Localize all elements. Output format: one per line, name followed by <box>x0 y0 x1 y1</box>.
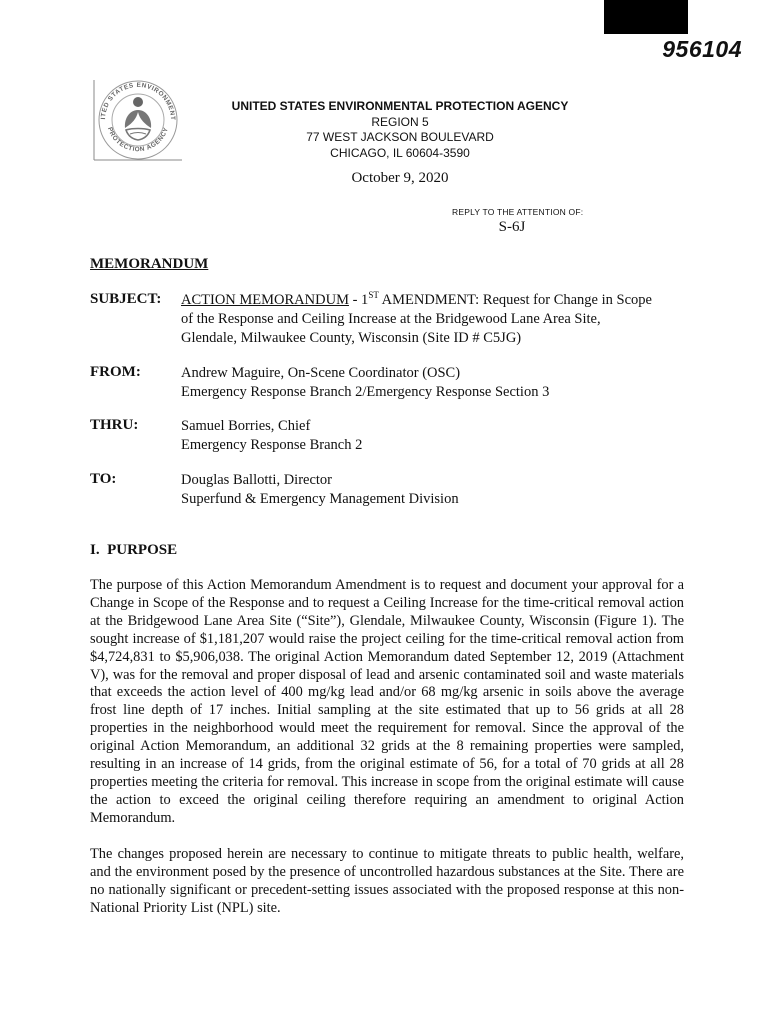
svg-text:PROTECTION AGENCY: PROTECTION AGENCY <box>106 126 170 154</box>
subject-line-3: Glendale, Milwaukee County, Wisconsin (Site ID # C5JG) <box>181 330 522 346</box>
thru-label: THRU: <box>90 417 139 433</box>
from-label: FROM: <box>90 364 141 380</box>
section-heading: I. PURPOSE <box>90 542 178 558</box>
agency-city: CHICAGO, IL 60604-3590 <box>330 146 470 160</box>
purpose-paragraph-1: The purpose of this Action Memorandum Amendment is to request and document your approval for a Change in Scope of the Response and to request a Ceiling Increase for the time-critical removal action at the Bridgewood Lane Area Site (“Site”), Glendale, Milwaukee County, Wisconsin (Figure 1). The sought increase of $1,181,207 would raise the project ceiling for the time-critical removal action from $4,724,831 to $5,906,038. The original Action Memorandum dated September 12, 2019 (Attachment V), was for the removal and proper disposal of lead and arsenic contaminated soil and waste materials that exceeds the action level of 400 mg/kg lead and/or 68 mg/kg arsenic in soils above the average frost line depth of 17 inches. Initial sampling at the site estimated that up to 56 grids at all 28 properties in the neighborhood would meet the requirement for removal. Since the approval of the original Action Memorandum, an additional 32 grids at the 8 remaining properties were sampled, resulting in an increase of 14 grids, from the original estimate of 56, for a total of 70 grids at all 28 properties meeting the criteria for removal. This increase in scope from the original estimate will cause the action to exceed the original ceiling therefore requiring an amendment to original Action Memorandum. <box>90 577 684 826</box>
agency-name: UNITED STATES ENVIRONMENTAL PROTECTION AGENCY <box>231 99 569 113</box>
agency-region: REGION 5 <box>371 115 429 129</box>
thru-value <box>181 417 681 455</box>
from-line-1: Andrew Maguire, On-Scene Coordinator (OSC) <box>181 365 461 381</box>
to-label: TO: <box>90 471 117 487</box>
memo-date: October 9, 2020 <box>351 170 449 186</box>
subject-prefix: ACTION MEMORANDUM <box>181 292 349 308</box>
subject-line-1-rest: AMENDMENT: Request for Change in Scope <box>378 292 652 308</box>
subject-superscript: ST <box>368 290 379 301</box>
to-value <box>181 471 681 509</box>
purpose-paragraph-2: The changes proposed herein are necessary to continue to mitigate threats to public health, welfare, and the environment posed by the presence of uncontrolled hazardous substances at the Site. There are no nationally significant or precedent-setting issues associated with the proposed response at this non-National Priority List (NPL) site. <box>90 846 684 916</box>
subject-line-1 <box>181 291 681 310</box>
to-line-1: Douglas Ballotti, Director <box>181 472 333 488</box>
mail-code: S-6J <box>498 219 526 235</box>
memo-title: MEMORANDUM <box>90 256 209 272</box>
redaction-box <box>604 0 688 34</box>
from-line-2: Emergency Response Branch 2/Emergency Response Section 3 <box>181 384 550 400</box>
to-line-2: Superfund & Emergency Management Division <box>181 491 459 507</box>
subject-label: SUBJECT: <box>90 291 162 307</box>
svg-text:UNITED STATES ENVIRONMENTAL: ITED STATES ENVIRONMENT <box>99 81 177 121</box>
thru-line-2: Emergency Response Branch 2 <box>181 437 363 453</box>
from-value <box>181 364 681 402</box>
agency-street: 77 WEST JACKSON BOULEVARD <box>306 130 494 144</box>
reply-label: REPLY TO THE ATTENTION OF: <box>452 207 584 217</box>
subject-dash: - 1 <box>348 292 369 308</box>
document-number: 956104 <box>662 36 742 62</box>
subject-line-2: of the Response and Ceiling Increase at the Bridgewood Lane Area Site, <box>181 311 601 327</box>
subject-value <box>181 291 681 348</box>
thru-line-1: Samuel Borries, Chief <box>181 418 311 434</box>
